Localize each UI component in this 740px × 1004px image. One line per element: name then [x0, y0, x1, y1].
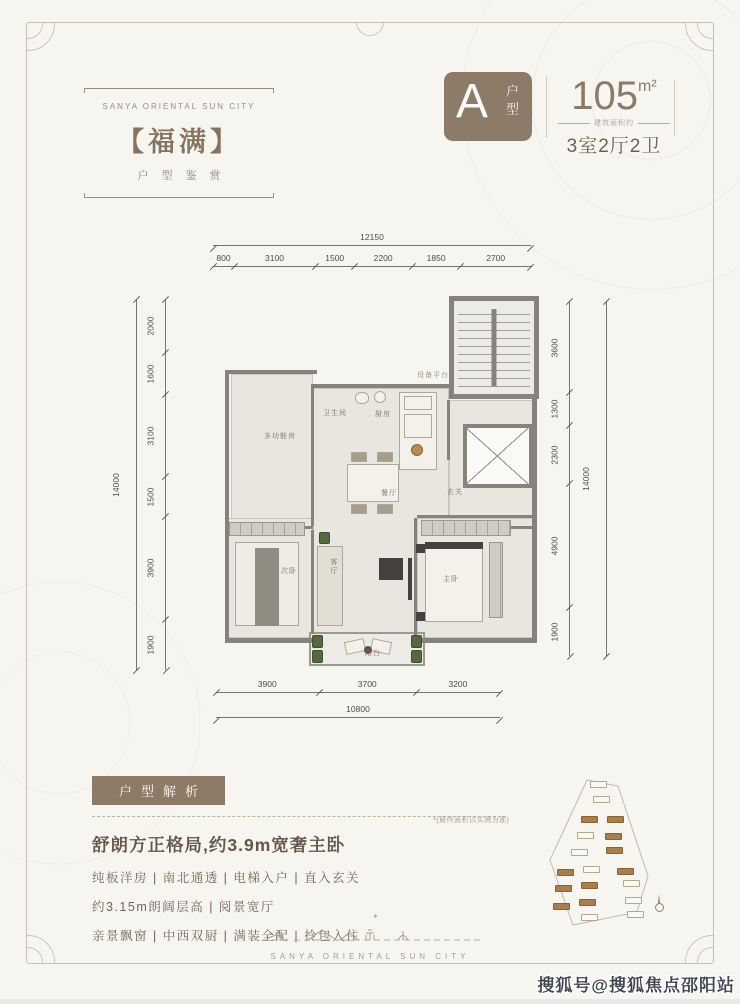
master-cabinet — [489, 542, 503, 618]
building-marker — [606, 847, 623, 854]
label-balcony: 阳台 — [365, 650, 381, 657]
dining-chair — [351, 504, 367, 514]
dim-right-total: 14000 — [592, 302, 607, 656]
dim-segment: 1900 — [556, 608, 570, 656]
second-wardrobe — [229, 522, 305, 536]
wall — [417, 515, 536, 518]
analysis-line: 纯板洋房 | 南北通透 | 电梯入户 | 直入玄关 — [92, 871, 361, 885]
dim-left-chain — [145, 300, 166, 670]
wall — [447, 400, 450, 460]
room-multifunction — [231, 374, 313, 526]
dining-chair — [377, 504, 393, 514]
corner-ornament — [679, 23, 713, 57]
label-multifunction: 多功能房 — [264, 433, 296, 440]
dim-segment: 3700 — [319, 678, 416, 693]
kitchen-pot — [411, 444, 423, 456]
compass-icon — [654, 894, 664, 910]
landscape-sketch — [248, 918, 492, 948]
nightstand — [416, 612, 425, 621]
watermark: 搜狐号@搜狐焦点邵阳站 — [537, 976, 735, 995]
rule-top — [84, 88, 274, 93]
dim-segment: 3200 — [416, 678, 500, 693]
divider — [674, 80, 675, 136]
building-marker — [555, 885, 572, 892]
plant — [312, 650, 323, 663]
dim-segment: 1300 — [556, 393, 570, 426]
wall — [311, 388, 314, 526]
label-bath: 卫生间 — [323, 410, 347, 417]
dim-left-total: 14000 — [122, 300, 137, 670]
star-icon: ✦ — [372, 912, 379, 921]
dim-segment: 3100 — [152, 395, 166, 477]
unit-info — [558, 66, 670, 158]
rule-bottom — [84, 193, 274, 198]
stairwell — [449, 296, 539, 399]
top-center-ornament — [356, 22, 384, 36]
unit-type-badge — [444, 72, 532, 141]
building-marker — [607, 816, 624, 823]
dim-bottom-total: 10800 — [216, 702, 500, 718]
tv — [408, 558, 412, 600]
dim-segment: 3600 — [556, 302, 570, 393]
wall — [227, 370, 317, 374]
dash — [558, 123, 590, 124]
unit-area: $105^{m^2}$ — [571, 74, 657, 118]
area-note: 建筑面积约 — [558, 118, 670, 128]
building-marker — [623, 880, 640, 887]
building-marker — [553, 903, 570, 910]
corner-ornament — [27, 23, 61, 57]
plant — [411, 635, 422, 648]
unit-rooms: 3室2厅2卫 — [566, 136, 662, 157]
dim-segment: 2200 — [354, 252, 412, 267]
label-equipment-platform: 设备平台 — [417, 372, 449, 379]
kitchen-sink — [404, 396, 432, 410]
building-marker — [577, 832, 594, 839]
wall — [311, 384, 455, 388]
measurement-note: *(最终面积以实测为准) — [433, 817, 510, 824]
building-marker — [627, 911, 644, 918]
building-marker — [593, 796, 610, 803]
label-living: 客厅 — [330, 558, 337, 576]
dining-chair — [351, 452, 367, 462]
elevator — [463, 424, 533, 488]
analysis-headline: 舒朗方正格局,约3.9m宽奢主卧 — [92, 835, 346, 855]
site-buildings — [540, 776, 672, 928]
site-plan — [540, 776, 672, 928]
building-marker — [579, 899, 596, 906]
bottom-edge — [0, 999, 740, 1004]
wall — [417, 638, 537, 643]
building-marker — [581, 816, 598, 823]
analysis-line: 约3.15m朗阔层高 | 阅景宽厅 — [92, 900, 275, 914]
dim-segment: 2000 — [152, 300, 166, 353]
dim-segment: 800 — [213, 252, 234, 267]
dim-right-chain — [549, 302, 570, 656]
stair-stringer — [492, 309, 497, 386]
master-bed-headboard — [425, 542, 483, 549]
dim-top-chain — [213, 252, 531, 267]
analysis-header-badge: 户型解析 — [92, 776, 225, 805]
building-marker — [625, 897, 642, 904]
plant — [319, 532, 330, 544]
plant — [312, 635, 323, 648]
nightstand — [416, 544, 425, 553]
building-marker — [590, 781, 607, 788]
building-marker — [583, 866, 600, 873]
building-marker — [557, 869, 574, 876]
label-second: 次卧 — [281, 568, 297, 575]
toilet — [355, 392, 369, 404]
label-kitchen: 厨房 — [375, 411, 391, 418]
dim-segment: 1500 — [315, 252, 354, 267]
dim-segment: 3900 — [216, 678, 319, 693]
wall — [225, 370, 229, 642]
building-marker — [617, 868, 634, 875]
dim-segment: 2300 — [556, 426, 570, 484]
coffee-table — [379, 558, 403, 580]
logo-subtitle: 户型鉴赏 — [137, 170, 234, 182]
building-marker — [571, 849, 588, 856]
building-marker — [581, 882, 598, 889]
dim-segment: 2700 — [460, 252, 531, 267]
dim-top-total: 12150 — [213, 230, 531, 246]
unit-type-label: 户型 — [504, 84, 519, 120]
label-dining: 餐厅 — [381, 490, 397, 497]
building-marker — [581, 914, 598, 921]
dim-segment: 4900 — [556, 484, 570, 608]
wall — [311, 530, 314, 634]
dim-segment: 3100 — [234, 252, 315, 267]
plant — [411, 650, 422, 663]
wall — [225, 638, 317, 643]
dim-segment: 3900 — [152, 517, 166, 620]
label-hall: 玄关 — [447, 489, 463, 496]
logo-block — [84, 88, 274, 198]
dim-segment: 1850 — [412, 252, 460, 267]
dining-chair — [377, 452, 393, 462]
dim-segment: 1900 — [152, 620, 166, 670]
logo-english: SANYA ORIENTAL SUN CITY — [102, 102, 256, 111]
dim-segment: 1500 — [152, 477, 166, 517]
label-master: 主卧 — [443, 576, 459, 583]
floor-plan — [211, 296, 533, 668]
dim-bottom-chain — [216, 678, 500, 693]
project-name: 【福满】 — [117, 127, 241, 157]
master-wardrobe — [421, 520, 511, 536]
bathroom-sink — [374, 391, 386, 403]
building-marker — [605, 833, 622, 840]
footer-english: SANYA ORIENTAL SUN CITY — [270, 952, 470, 961]
unit-letter: A — [456, 75, 489, 128]
dim-segment: 1600 — [152, 353, 166, 395]
dash — [638, 123, 670, 124]
second-bed-duvet — [255, 548, 279, 626]
analysis-line: 亲景飘窗 | 中西双厨 | 满装全配 | 拎包入住 — [92, 929, 361, 943]
kitchen-stove — [404, 414, 432, 438]
divider — [546, 76, 547, 138]
